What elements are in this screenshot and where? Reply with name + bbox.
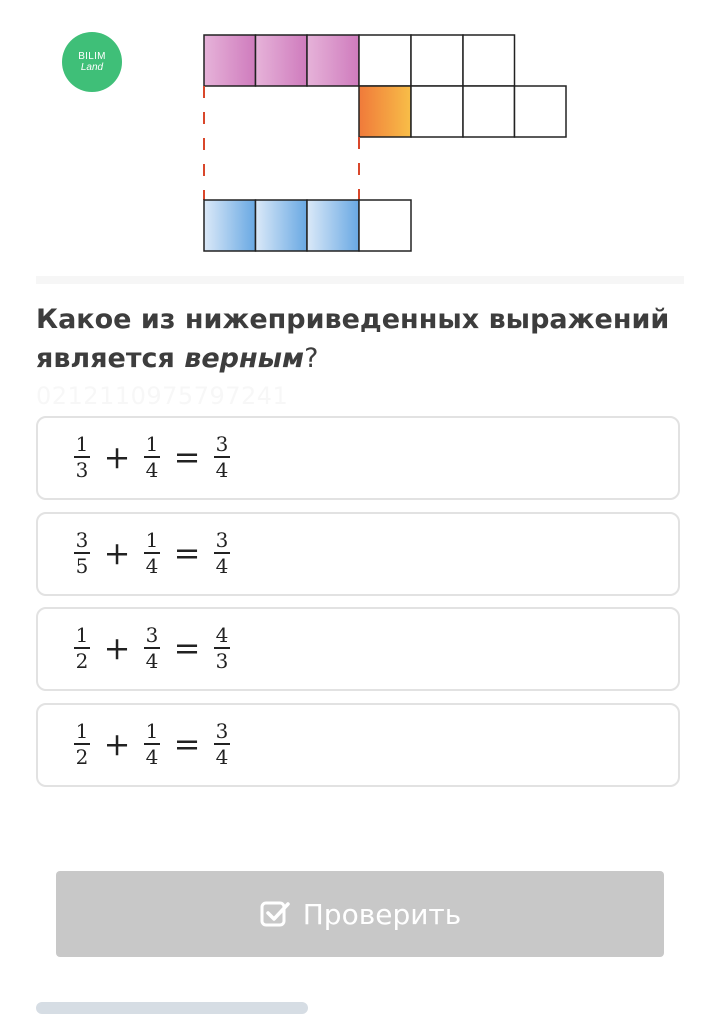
middle-bar-quarters [359,86,566,137]
bottom-cell-3 [307,200,359,251]
top-bar-sixths [204,35,515,86]
question-main: Какое из нижеприведенных выражений является [36,304,670,374]
bottom-cell-2 [256,200,308,251]
equals-sign: = [173,629,201,667]
top-cell-1 [204,35,256,86]
top-cell-3 [307,35,359,86]
fraction-b: $\frac{1}{4}$ [145,719,159,769]
fraction-a: $\frac{1}{3}$ [75,432,89,482]
answer-option-4[interactable] [36,703,680,787]
answer-option-1[interactable] [36,416,680,500]
question-mark: ? [304,343,319,374]
check-answer-button[interactable] [56,871,664,957]
answer-option-2[interactable] [36,512,680,596]
next-element-edge [36,1002,308,1014]
equals-sign: = [173,534,201,572]
bottom-cell-4 [359,200,411,251]
equals-sign: = [173,438,201,476]
fraction-c: $\frac{3}{4}$ [215,528,229,578]
plus-sign: + [103,725,131,763]
fraction-b: $\frac{3}{4}$ [145,623,159,673]
plus-sign: + [103,534,131,572]
plus-sign: + [103,629,131,667]
fraction-c: $\frac{4}{3}$ [215,623,229,673]
option-expression [72,623,232,673]
option-expression [72,432,232,482]
option-expression [72,719,232,769]
mid-cell-1 [359,86,411,137]
top-cell-4 [359,35,411,86]
fraction-c: $\frac{3}{4}$ [215,719,229,769]
top-cell-5 [411,35,463,86]
mid-cell-3 [463,86,515,137]
logo-line-1: BILIM [78,51,106,62]
question-text [36,300,676,378]
checkbox-check-icon [259,898,291,930]
question-emphasis: верным [184,343,305,374]
bottom-cell-1 [204,200,256,251]
fraction-a: $\frac{3}{5}$ [75,528,89,578]
fraction-c: $\frac{3}{4}$ [215,432,229,482]
answer-option-3[interactable] [36,607,680,691]
bottom-bar-quarters [204,200,411,251]
fraction-bars-illustration [0,0,707,270]
plus-sign: + [103,438,131,476]
fraction-a: $\frac{1}{2}$ [75,623,89,673]
question-id-watermark: 0212110975797241 [36,382,289,410]
fraction-a: $\frac{1}{2}$ [75,719,89,769]
equals-sign: = [173,725,201,763]
fraction-b: $\frac{1}{4}$ [145,528,159,578]
option-expression [72,528,232,578]
mid-cell-4 [515,86,567,137]
check-button-label: Проверить [302,897,462,931]
fraction-b: $\frac{1}{4}$ [145,432,159,482]
top-cell-2 [256,35,308,86]
mid-cell-2 [411,86,463,137]
top-cell-6 [463,35,515,86]
section-divider [36,276,684,284]
logo-line-2: Land [80,62,104,73]
